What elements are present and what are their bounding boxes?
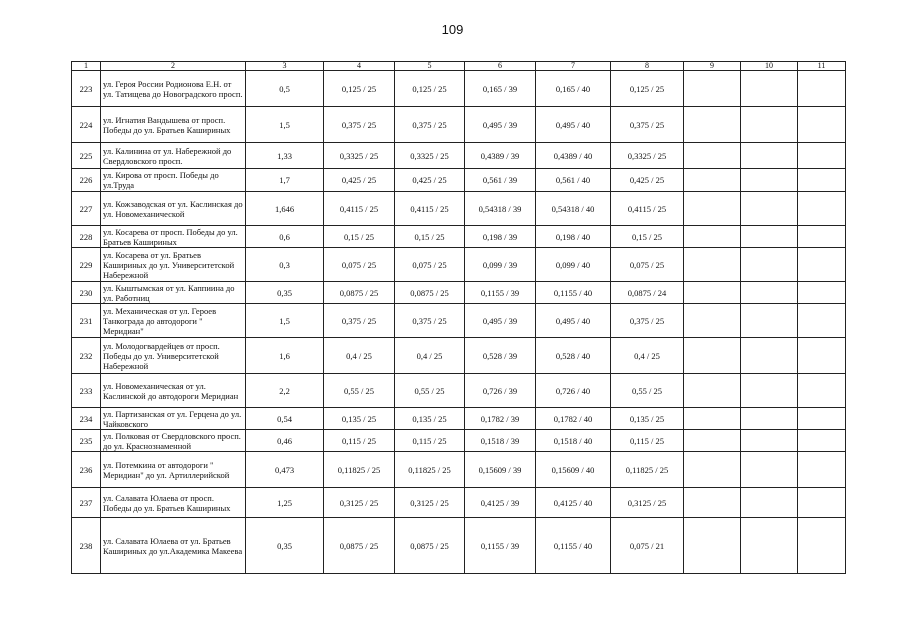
street-name: ул. Салавата Юлаева от ул. Братьев Кашириных до ул.Академика Макеева (101, 518, 246, 574)
value-cell: 1,5 (246, 107, 324, 143)
value-cell: 0,375 / 25 (324, 107, 395, 143)
street-name: ул. Калинина от ул. Набережной до Свердловского просп. (101, 143, 246, 169)
empty-cell (684, 71, 741, 107)
row-number: 230 (72, 282, 101, 304)
row-number: 233 (72, 374, 101, 408)
column-header: 8 (611, 62, 684, 71)
value-cell: 0,0875 / 25 (324, 518, 395, 574)
street-name: ул. Партизанская от ул. Герцена до ул. Чайковского (101, 408, 246, 430)
table-row (72, 488, 846, 518)
value-cell: 0,198 / 40 (536, 226, 611, 248)
value-cell: 0,375 / 25 (611, 304, 684, 338)
value-cell: 0,495 / 40 (536, 304, 611, 338)
value-cell: 0,135 / 25 (324, 408, 395, 430)
street-name: ул. Кожзаводская от ул. Каслинская до ул. Новомеханической (101, 192, 246, 226)
empty-cell (741, 226, 798, 248)
table-row (72, 192, 846, 226)
empty-cell (741, 452, 798, 488)
empty-cell (741, 107, 798, 143)
value-cell: 0,3325 / 25 (395, 143, 465, 169)
column-header: 4 (324, 62, 395, 71)
value-cell: 0,3 (246, 248, 324, 282)
table-row (72, 107, 846, 143)
value-cell: 1,6 (246, 338, 324, 374)
value-cell: 0,1155 / 39 (465, 518, 536, 574)
empty-cell (741, 248, 798, 282)
value-cell: 0,495 / 40 (536, 107, 611, 143)
street-name: ул. Кирова от просп. Победы до ул.Труда (101, 169, 246, 192)
value-cell: 0,15609 / 40 (536, 452, 611, 488)
empty-cell (798, 430, 846, 452)
empty-cell (741, 192, 798, 226)
value-cell: 0,46 (246, 430, 324, 452)
column-header: 7 (536, 62, 611, 71)
street-name: ул. Игнатия Вандышева от просп. Победы до ул. Братьев Кашириных (101, 107, 246, 143)
value-cell: 0,125 / 25 (324, 71, 395, 107)
empty-cell (741, 518, 798, 574)
value-cell: 0,35 (246, 282, 324, 304)
empty-cell (684, 248, 741, 282)
street-name: ул. Молодогвардейцев от просп. Победы до ул. Университетской Набережной (101, 338, 246, 374)
row-number: 237 (72, 488, 101, 518)
value-cell: 0,165 / 39 (465, 71, 536, 107)
value-cell: 0,55 / 25 (395, 374, 465, 408)
empty-cell (741, 143, 798, 169)
value-cell: 0,1155 / 40 (536, 282, 611, 304)
street-name: ул. Кыштымская от ул. Каппиина до ул. Работниц (101, 282, 246, 304)
table-row (72, 338, 846, 374)
column-header: 5 (395, 62, 465, 71)
table-row (72, 452, 846, 488)
value-cell: 0,3125 / 25 (611, 488, 684, 518)
value-cell: 0,0875 / 25 (324, 282, 395, 304)
value-cell: 0,3125 / 25 (395, 488, 465, 518)
value-cell: 0,54318 / 39 (465, 192, 536, 226)
value-cell: 0,1782 / 39 (465, 408, 536, 430)
empty-cell (684, 226, 741, 248)
empty-cell (684, 192, 741, 226)
empty-cell (741, 430, 798, 452)
street-name: ул. Косарева от ул. Братьев Кашириных до ул. Университетской Набережной (101, 248, 246, 282)
value-cell: 0,135 / 25 (395, 408, 465, 430)
value-cell: 0,4 / 25 (324, 338, 395, 374)
empty-cell (798, 248, 846, 282)
empty-cell (684, 143, 741, 169)
row-number: 224 (72, 107, 101, 143)
value-cell: 0,135 / 25 (611, 408, 684, 430)
value-cell: 0,54 (246, 408, 324, 430)
value-cell: 0,4389 / 40 (536, 143, 611, 169)
value-cell: 0,15 / 25 (611, 226, 684, 248)
value-cell: 0,495 / 39 (465, 107, 536, 143)
value-cell: 1,5 (246, 304, 324, 338)
empty-cell (798, 107, 846, 143)
empty-cell (684, 452, 741, 488)
value-cell: 0,726 / 39 (465, 374, 536, 408)
row-number: 228 (72, 226, 101, 248)
table-row (72, 71, 846, 107)
value-cell: 0,4389 / 39 (465, 143, 536, 169)
value-cell: 0,4125 / 40 (536, 488, 611, 518)
street-name: ул. Полковая от Свердловского просп. до ул. Краснознаменной (101, 430, 246, 452)
row-number: 223 (72, 71, 101, 107)
street-name: ул. Салавата Юлаева от просп. Победы до ул. Братьев Кашириных (101, 488, 246, 518)
value-cell: 0,55 / 25 (324, 374, 395, 408)
empty-cell (798, 192, 846, 226)
value-cell: 0,561 / 39 (465, 169, 536, 192)
value-cell: 0,099 / 40 (536, 248, 611, 282)
value-cell: 0,3325 / 25 (324, 143, 395, 169)
value-cell: 0,075 / 21 (611, 518, 684, 574)
value-cell: 0,1782 / 40 (536, 408, 611, 430)
empty-cell (684, 430, 741, 452)
empty-cell (684, 518, 741, 574)
roads-table (71, 61, 846, 574)
row-number: 226 (72, 169, 101, 192)
value-cell: 0,15609 / 39 (465, 452, 536, 488)
table-row (72, 248, 846, 282)
empty-cell (798, 143, 846, 169)
value-cell: 0,15 / 25 (395, 226, 465, 248)
value-cell: 0,561 / 40 (536, 169, 611, 192)
empty-cell (684, 488, 741, 518)
street-name: ул. Новомеханическая от ул. Каслинской до автодороги Меридиан (101, 374, 246, 408)
table-row (72, 518, 846, 574)
value-cell: 0,375 / 25 (611, 107, 684, 143)
street-name: ул. Косарева от просп. Победы до ул. Братьев Кашириных (101, 226, 246, 248)
empty-cell (684, 169, 741, 192)
value-cell: 0,528 / 39 (465, 338, 536, 374)
value-cell: 0,165 / 40 (536, 71, 611, 107)
column-header: 11 (798, 62, 846, 71)
value-cell: 1,33 (246, 143, 324, 169)
empty-cell (798, 452, 846, 488)
value-cell: 0,1518 / 39 (465, 430, 536, 452)
empty-cell (798, 518, 846, 574)
column-header: 2 (101, 62, 246, 71)
row-number: 235 (72, 430, 101, 452)
value-cell: 0,075 / 25 (324, 248, 395, 282)
empty-cell (798, 408, 846, 430)
value-cell: 0,1518 / 40 (536, 430, 611, 452)
empty-cell (741, 488, 798, 518)
value-cell: 0,099 / 39 (465, 248, 536, 282)
empty-cell (741, 338, 798, 374)
value-cell: 0,0875 / 24 (611, 282, 684, 304)
empty-cell (684, 338, 741, 374)
value-cell: 0,5 (246, 71, 324, 107)
table-row (72, 169, 846, 192)
empty-cell (798, 304, 846, 338)
table-row (72, 430, 846, 452)
header-row (72, 62, 846, 71)
empty-cell (684, 282, 741, 304)
column-header: 9 (684, 62, 741, 71)
empty-cell (741, 304, 798, 338)
column-header: 3 (246, 62, 324, 71)
column-header: 10 (741, 62, 798, 71)
value-cell: 0,528 / 40 (536, 338, 611, 374)
value-cell: 1,25 (246, 488, 324, 518)
row-number: 231 (72, 304, 101, 338)
value-cell: 0,4115 / 25 (395, 192, 465, 226)
value-cell: 0,115 / 25 (324, 430, 395, 452)
row-number: 238 (72, 518, 101, 574)
value-cell: 0,198 / 39 (465, 226, 536, 248)
value-cell: 0,4125 / 39 (465, 488, 536, 518)
empty-cell (798, 374, 846, 408)
table-row (72, 143, 846, 169)
street-name: ул. Потемкина от автодороги " Меридиан" до ул. Артиллерийской (101, 452, 246, 488)
value-cell: 0,0875 / 25 (395, 282, 465, 304)
value-cell: 0,115 / 25 (395, 430, 465, 452)
value-cell: 0,125 / 25 (395, 71, 465, 107)
value-cell: 0,55 / 25 (611, 374, 684, 408)
empty-cell (798, 282, 846, 304)
value-cell: 0,6 (246, 226, 324, 248)
value-cell: 0,1155 / 39 (465, 282, 536, 304)
value-cell: 0,4 / 25 (395, 338, 465, 374)
value-cell: 0,0875 / 25 (395, 518, 465, 574)
value-cell: 0,375 / 25 (395, 304, 465, 338)
value-cell: 0,375 / 25 (324, 304, 395, 338)
empty-cell (798, 226, 846, 248)
street-name: ул. Механическая от ул. Героев Танкограда до автодороги " Меридиан" (101, 304, 246, 338)
street-name: ул. Героя России Родионова Е.Н. от ул. Татищева до Новоградского просп. (101, 71, 246, 107)
page-number: 109 (441, 22, 464, 37)
table-row (72, 226, 846, 248)
value-cell: 1,7 (246, 169, 324, 192)
empty-cell (798, 488, 846, 518)
empty-cell (741, 282, 798, 304)
table-row (72, 304, 846, 338)
column-header: 1 (72, 62, 101, 71)
row-number: 227 (72, 192, 101, 226)
table-row (72, 282, 846, 304)
value-cell: 0,125 / 25 (611, 71, 684, 107)
empty-cell (684, 107, 741, 143)
value-cell: 0,115 / 25 (611, 430, 684, 452)
value-cell: 0,3325 / 25 (611, 143, 684, 169)
empty-cell (798, 338, 846, 374)
value-cell: 0,4115 / 25 (324, 192, 395, 226)
empty-cell (798, 71, 846, 107)
value-cell: 0,495 / 39 (465, 304, 536, 338)
value-cell: 2,2 (246, 374, 324, 408)
table-body (72, 71, 846, 574)
table-row (72, 408, 846, 430)
empty-cell (741, 374, 798, 408)
row-number: 229 (72, 248, 101, 282)
value-cell: 0,4115 / 25 (611, 192, 684, 226)
empty-cell (684, 304, 741, 338)
value-cell: 0,473 (246, 452, 324, 488)
empty-cell (741, 169, 798, 192)
row-number: 234 (72, 408, 101, 430)
column-header: 6 (465, 62, 536, 71)
value-cell: 0,15 / 25 (324, 226, 395, 248)
empty-cell (684, 408, 741, 430)
value-cell: 0,375 / 25 (395, 107, 465, 143)
value-cell: 0,425 / 25 (395, 169, 465, 192)
value-cell: 0,726 / 40 (536, 374, 611, 408)
value-cell: 1,646 (246, 192, 324, 226)
empty-cell (741, 408, 798, 430)
value-cell: 0,11825 / 25 (611, 452, 684, 488)
value-cell: 0,54318 / 40 (536, 192, 611, 226)
value-cell: 0,1155 / 40 (536, 518, 611, 574)
empty-cell (684, 374, 741, 408)
value-cell: 0,4 / 25 (611, 338, 684, 374)
row-number: 236 (72, 452, 101, 488)
value-cell: 0,425 / 25 (611, 169, 684, 192)
value-cell: 0,3125 / 25 (324, 488, 395, 518)
empty-cell (741, 71, 798, 107)
value-cell: 0,075 / 25 (395, 248, 465, 282)
value-cell: 0,075 / 25 (611, 248, 684, 282)
value-cell: 0,11825 / 25 (324, 452, 395, 488)
value-cell: 0,11825 / 25 (395, 452, 465, 488)
table-row (72, 374, 846, 408)
empty-cell (798, 169, 846, 192)
value-cell: 0,425 / 25 (324, 169, 395, 192)
row-number: 225 (72, 143, 101, 169)
row-number: 232 (72, 338, 101, 374)
value-cell: 0,35 (246, 518, 324, 574)
